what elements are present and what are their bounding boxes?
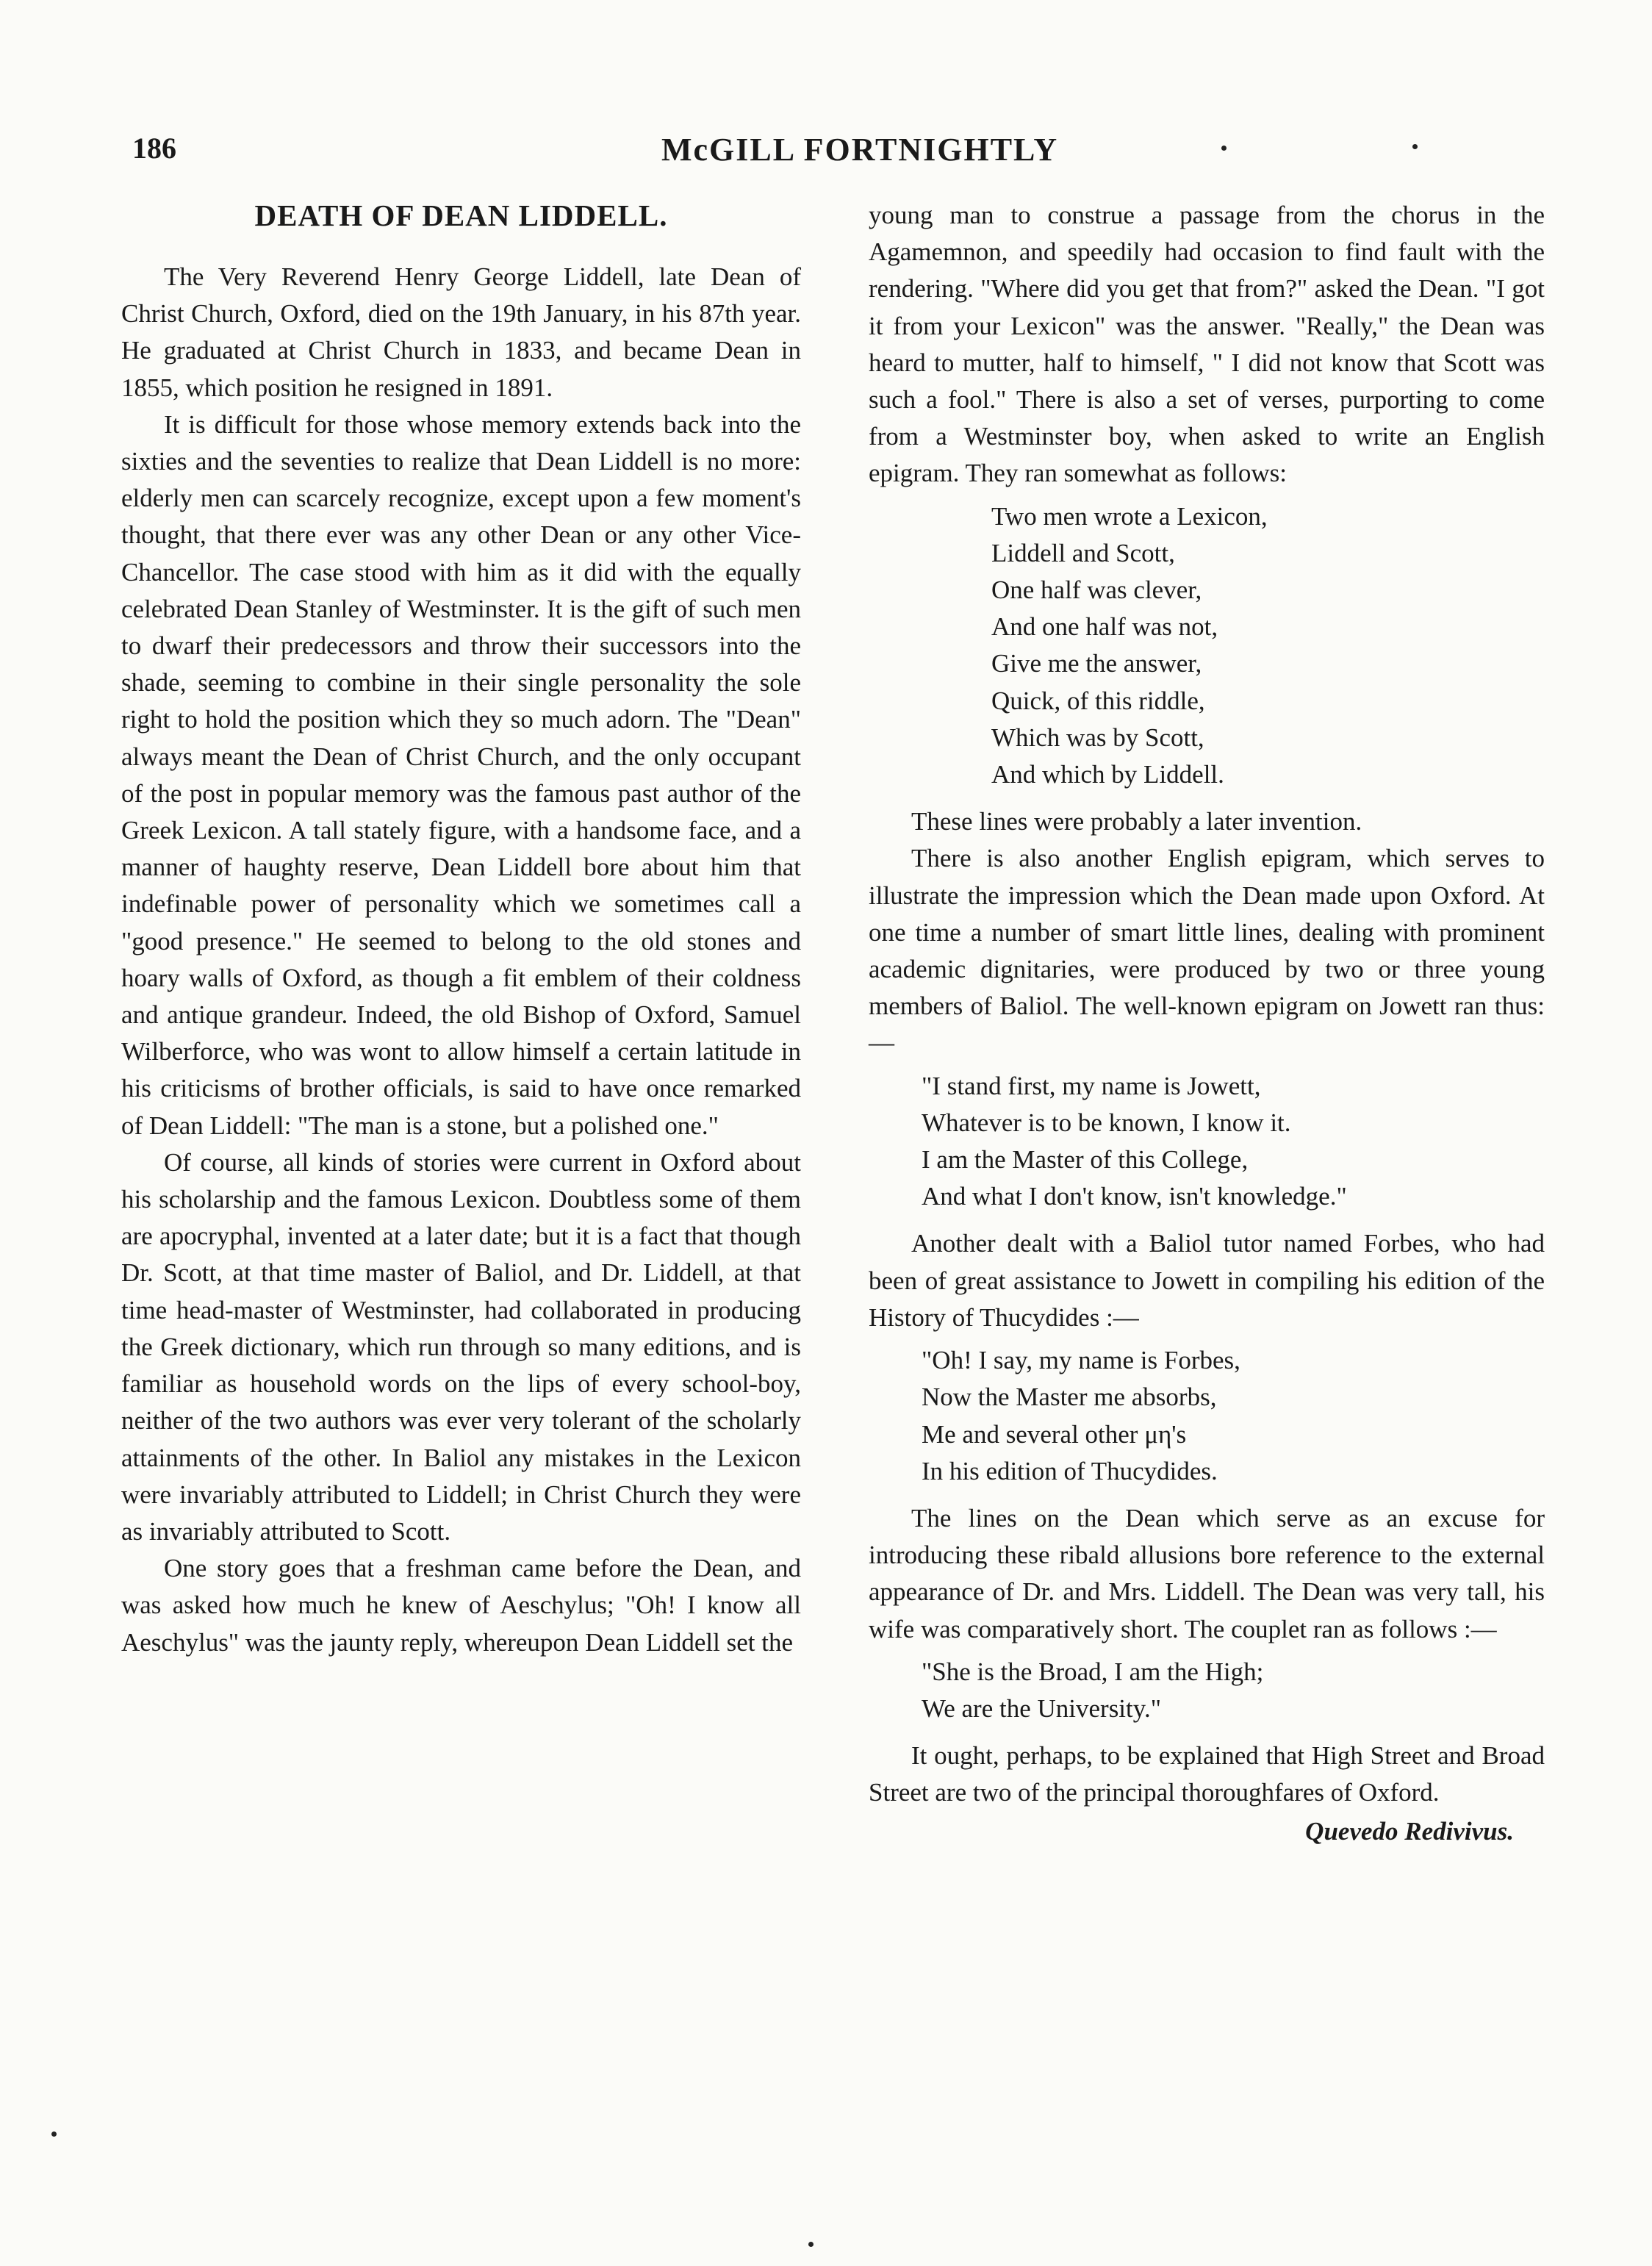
verse-line: One half was clever, (991, 576, 1202, 605)
left-column (121, 197, 801, 1661)
print-speck (51, 2131, 57, 2137)
running-head: McGILL FORTNIGHTLY (661, 132, 1059, 168)
verse-line: Me and several other μη's (922, 1419, 1187, 1449)
verse-line: "She is the Broad, I am the High; (922, 1657, 1264, 1686)
verse-line: Now the Master me absorbs, (922, 1383, 1217, 1412)
verse-line: In his edition of Thucydides. (922, 1456, 1218, 1485)
paragraph: The Very Reverend Henry George Liddell, late Dean of Christ Church, Oxford, died on the 19th January, in his 87th year. He graduated at Christ Church in 1833, and became Dean in 1855, which position he resigned in 1891. (121, 262, 801, 402)
page-number: 186 (132, 132, 176, 165)
print-speck (808, 2242, 814, 2247)
verse-jowett (869, 1068, 1545, 1216)
paragraph: One story goes that a freshman came before the Dean, and was asked how much he knew of Aeschylus; "Oh! I know all Aeschylus" was the jaunty reply, whereupon Dean Liddell set the (121, 1554, 801, 1657)
paragraph: These lines were probably a later invention. (911, 807, 1362, 836)
verse-lexicon (869, 498, 1545, 794)
verse-couplet (869, 1654, 1545, 1727)
verse-line: Liddell and Scott, (991, 538, 1175, 567)
paragraph: Of course, all kinds of stories were current in Oxford about his scholarship and the famous Lexicon. Doubtless some of them are apocryphal, invented at a later date; but it is a fact that though Dr. Scott, at that time master of Baliol, and Dr. Liddell, at that time head-master of Westminster, had collaborated in producing the Greek dictionary, which run through so many editions, and is familiar as household words on the lips of every school-boy, neither of the two authors was ever very tolerant of the scholarly attainments of the other. In Baliol any mistakes in the Lexicon were invariably attributed to Liddell; in Christ Church they were as invariably attributed to Scott. (121, 1147, 801, 1546)
right-column (869, 197, 1545, 1850)
verse-line: And one half was not, (991, 612, 1218, 642)
paragraph: young man to construe a passage from the chorus in the Agamemnon, and speedily had occasion to find fault with the rendering. "Where did you get that from?" asked the Dean. "I got it from your Lexicon" was the answer. "Really," the Dean was heard to mutter, half to himself, " I did not know that Scott was such a fool." There is also a set of verses, purporting to come from a Westminster boy, when asked to write an English epigram. They ran somewhat as follows: (869, 201, 1545, 488)
verse-line: Which was by Scott, (991, 723, 1204, 752)
verse-line: And which by Liddell. (991, 760, 1224, 789)
verse-line: We are the University." (922, 1693, 1162, 1723)
paragraph: Another dealt with a Baliol tutor named Forbes, who had been of great assistance to Jowett in compiling his edition of the History of Thucydides :— (869, 1229, 1545, 1332)
paragraph: It is difficult for those whose memory extends back into the sixties and the seventies to realize that Dean Liddell is no more: elderly men can scarcely recognize, except upon a few moment's thought, that there ever was any other Dean or any other Vice-Chancellor. The case stood with him as it did with the equally celebrated Dean Stanley of Westminster. It is the gift of such men to dwarf their predecessors and throw their successors into the shade, seeming to combine in their single personality the sole right to hold the position which they so much adorn. The "Dean" always meant the Dean of Christ Church, and the only occupant of the post in popular memory was the famous past author of the Greek Lexicon. A tall stately figure, with a handsome face, and a manner of haughty reserve, Dean Liddell bore about him that indefinable power of personality which we sometimes call a "good presence." He seemed to belong to the old stones and hoary walls of Oxford, as though a fit emblem of their coldness and antique grandeur. Indeed, the old Bishop of Oxford, Samuel Wilberforce, who was wont to allow himself a certain latitude in his criticisms of brother officials, is said to have once remarked of Dean Liddell: "The man is a stone, but a polished one." (121, 409, 801, 1140)
paragraph: It ought, perhaps, to be explained that High Street and Broad Street are two of the principal thoroughfares of Oxford. (869, 1741, 1545, 1807)
verse-line: Quick, of this riddle, (991, 686, 1205, 715)
verse-line: And what I don't know, isn't knowledge." (922, 1182, 1347, 1211)
verse-line: Two men wrote a Lexicon, (991, 501, 1268, 531)
verse-line: I am the Master of this College, (922, 1145, 1249, 1175)
verse-forbes (869, 1342, 1545, 1490)
paragraph: The lines on the Dean which serve as an excuse for introducing these ribald allusions bore reference to the external appearance of Dr. and Mrs. Liddell. The Dean was very tall, his wife was comparatively short. The couplet ran as follows :— (869, 1503, 1545, 1643)
print-speck (1221, 146, 1227, 151)
verse-line: "Oh! I say, my name is Forbes, (922, 1346, 1240, 1375)
page-header (132, 131, 1565, 175)
verse-line: Give me the answer, (991, 649, 1202, 678)
author-signature: Quevedo Redivivus. (1305, 1816, 1514, 1846)
print-speck (1412, 144, 1418, 149)
article-title: DEATH OF DEAN LIDDELL. (254, 198, 668, 232)
verse-line: "I stand first, my name is Jowett, (922, 1071, 1261, 1100)
paragraph: There is also another English epigram, which serves to illustrate the impression which the Dean made upon Oxford. At one time a number of smart little lines, dealing with prominent academic dignitaries, were produced by two or three young members of Baliol. The well-known epigram on Jowett ran thus:— (869, 844, 1545, 1058)
verse-line: Whatever is to be known, I know it. (922, 1108, 1291, 1137)
